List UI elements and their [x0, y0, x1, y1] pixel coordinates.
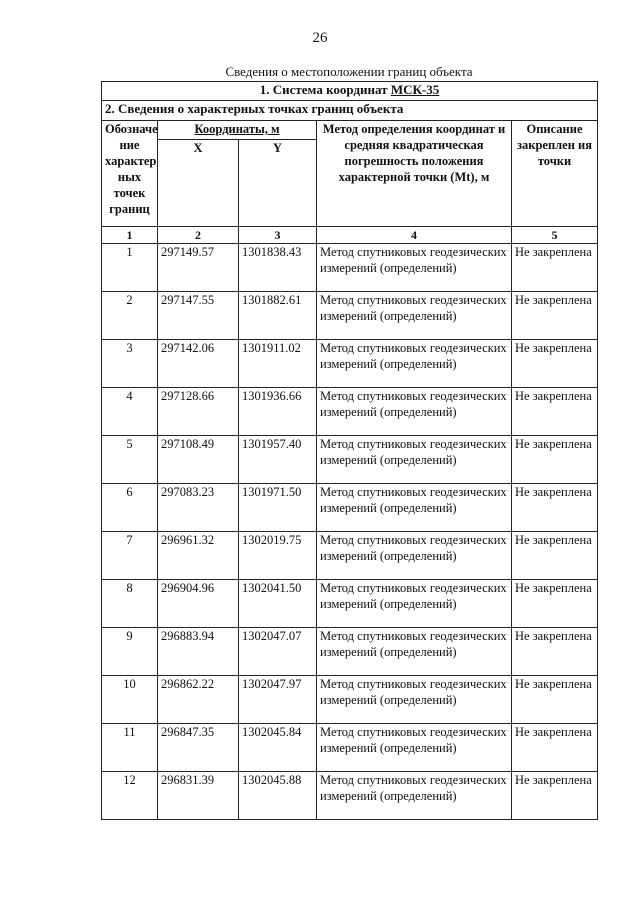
point-number-cell: 3	[102, 340, 158, 388]
table-row	[102, 388, 598, 436]
column-numbers-row	[102, 227, 598, 244]
point-number-cell: 6	[102, 484, 158, 532]
y-coordinate-cell: 1301936.66	[239, 388, 317, 436]
table-row	[102, 724, 598, 772]
description-cell: Не закреплена	[512, 244, 598, 292]
method-cell: Метод спутниковых геодезических измерений (определений)	[317, 436, 512, 484]
x-coordinate-cell: 296862.22	[158, 676, 239, 724]
point-number-cell: 7	[102, 532, 158, 580]
description-cell: Не закреплена	[512, 724, 598, 772]
point-number-cell: 5	[102, 436, 158, 484]
document-caption: Сведения о местоположении границ объекта	[225, 64, 473, 79]
y-coordinate-cell: 1301957.40	[239, 436, 317, 484]
method-cell: Метод спутниковых геодезических измерений (определений)	[317, 772, 512, 820]
y-coordinate-cell: 1301838.43	[239, 244, 317, 292]
y-coordinate-cell: 1302041.50	[239, 580, 317, 628]
table-row	[102, 244, 598, 292]
page-number: 26	[312, 30, 328, 46]
section-title: 2. Сведения о характерных точках границ объекта	[102, 101, 598, 121]
header-point-label	[102, 121, 158, 227]
description-cell: Не закреплена	[512, 628, 598, 676]
description-cell: Не закреплена	[512, 580, 598, 628]
coordinate-system-prefix: 1. Система координат	[259, 82, 391, 97]
y-coordinate-cell: 1302045.88	[239, 772, 317, 820]
boundary-points-table	[101, 81, 598, 820]
method-cell: Метод спутниковых геодезических измерений (определений)	[317, 484, 512, 532]
header-point-text: Обозначе ние характер ных точек границ	[105, 122, 158, 216]
section-title-row	[102, 101, 598, 121]
x-coordinate-cell: 297083.23	[158, 484, 239, 532]
description-cell: Не закреплена	[512, 676, 598, 724]
header-coordinates-text: Координаты, м	[194, 122, 280, 136]
table-row	[102, 484, 598, 532]
y-coordinate-cell: 1302019.75	[239, 532, 317, 580]
header-row-top	[102, 121, 598, 140]
header-y: Y	[239, 140, 317, 227]
method-cell: Метод спутниковых геодезических измерений (определений)	[317, 244, 512, 292]
point-number-cell: 2	[102, 292, 158, 340]
point-number-cell: 4	[102, 388, 158, 436]
description-cell: Не закреплена	[512, 484, 598, 532]
y-coordinate-cell: 1301882.61	[239, 292, 317, 340]
table-row	[102, 292, 598, 340]
method-cell: Метод спутниковых геодезических измерений (определений)	[317, 724, 512, 772]
column-number: 1	[102, 227, 158, 244]
x-coordinate-cell: 297149.57	[158, 244, 239, 292]
header-description: Описание закреплен ия точки	[512, 121, 598, 227]
description-cell: Не закреплена	[512, 772, 598, 820]
point-number-cell: 10	[102, 676, 158, 724]
x-coordinate-cell: 297108.49	[158, 436, 239, 484]
x-coordinate-cell: 297142.06	[158, 340, 239, 388]
x-coordinate-cell: 297147.55	[158, 292, 239, 340]
table-row	[102, 580, 598, 628]
description-cell: Не закреплена	[512, 340, 598, 388]
table-row	[102, 772, 598, 820]
method-cell: Метод спутниковых геодезических измерений (определений)	[317, 676, 512, 724]
y-coordinate-cell: 1302047.97	[239, 676, 317, 724]
header-coordinates	[158, 121, 317, 140]
method-cell: Метод спутниковых геодезических измерений (определений)	[317, 580, 512, 628]
method-cell: Метод спутниковых геодезических измерений (определений)	[317, 388, 512, 436]
point-number-cell: 12	[102, 772, 158, 820]
point-number-cell: 1	[102, 244, 158, 292]
header-x: X	[158, 140, 239, 227]
description-cell: Не закреплена	[512, 292, 598, 340]
description-cell: Не закреплена	[512, 388, 598, 436]
point-number-cell: 9	[102, 628, 158, 676]
coordinate-system-row	[102, 82, 598, 101]
table-row	[102, 628, 598, 676]
column-number: 5	[512, 227, 598, 244]
table-row	[102, 436, 598, 484]
table-row	[102, 676, 598, 724]
method-cell: Метод спутниковых геодезических измерений (определений)	[317, 340, 512, 388]
table-row	[102, 340, 598, 388]
y-coordinate-cell: 1301911.02	[239, 340, 317, 388]
y-coordinate-cell: 1302045.84	[239, 724, 317, 772]
x-coordinate-cell: 296961.32	[158, 532, 239, 580]
x-coordinate-cell: 296883.94	[158, 628, 239, 676]
description-cell: Не закреплена	[512, 436, 598, 484]
x-coordinate-cell: 296831.39	[158, 772, 239, 820]
x-coordinate-cell: 297128.66	[158, 388, 239, 436]
column-number: 3	[239, 227, 317, 244]
method-cell: Метод спутниковых геодезических измерений (определений)	[317, 628, 512, 676]
method-cell: Метод спутниковых геодезических измерений (определений)	[317, 292, 512, 340]
point-number-cell: 11	[102, 724, 158, 772]
header-method: Метод определения координат и средняя квадратическая погрешность положения характерной точки (Mt), м	[317, 121, 512, 227]
point-number-cell: 8	[102, 580, 158, 628]
method-cell: Метод спутниковых геодезических измерений (определений)	[317, 532, 512, 580]
coordinate-system-cell	[102, 82, 598, 101]
y-coordinate-cell: 1301971.50	[239, 484, 317, 532]
table-row	[102, 532, 598, 580]
x-coordinate-cell: 296847.35	[158, 724, 239, 772]
coordinate-system-code: МСК-35	[390, 82, 440, 97]
column-number: 2	[158, 227, 239, 244]
x-coordinate-cell: 296904.96	[158, 580, 239, 628]
y-coordinate-cell: 1302047.07	[239, 628, 317, 676]
column-number: 4	[317, 227, 512, 244]
description-cell: Не закреплена	[512, 532, 598, 580]
